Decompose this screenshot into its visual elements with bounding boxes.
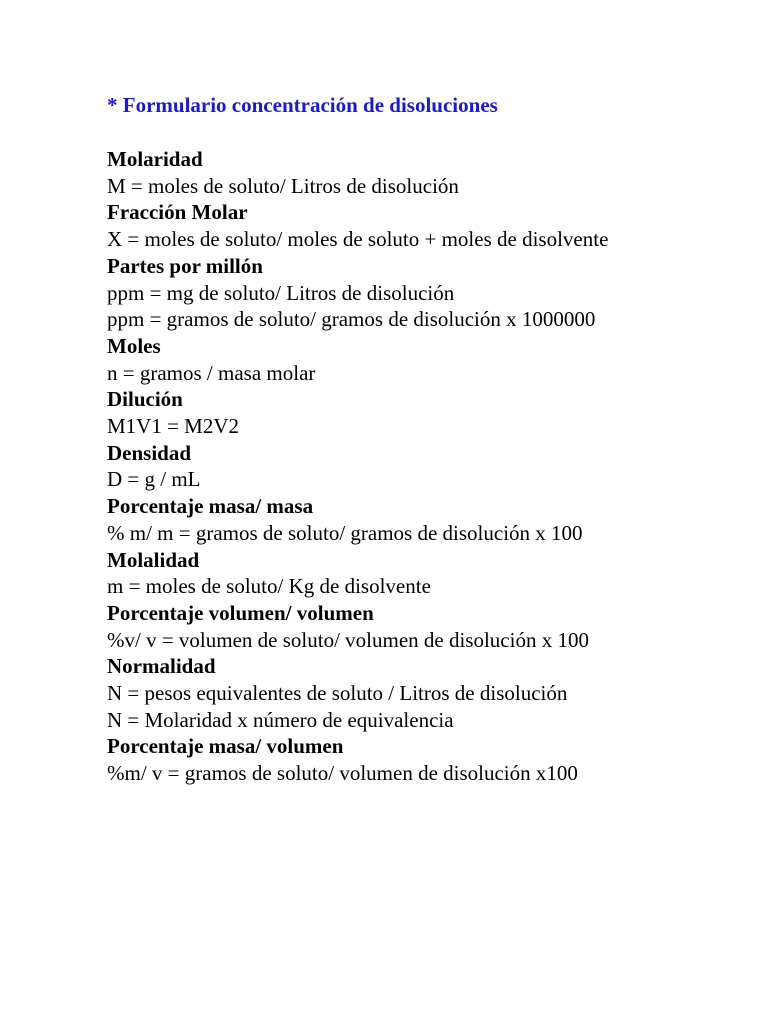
formula-line: M = moles de soluto/ Litros de disolución — [107, 173, 459, 198]
section-heading: Porcentaje volumen/ volumen — [107, 600, 374, 625]
formula-line: D = g / mL — [107, 467, 201, 492]
section-heading: Porcentaje masa/ volumen — [107, 734, 344, 759]
formula-line: m = moles de soluto/ Kg de disolvente — [107, 574, 431, 599]
formula-section — [107, 653, 768, 733]
formula-list — [107, 146, 768, 787]
formula-line: %v/ v = volumen de soluto/ volumen de disolución x 100 — [107, 627, 589, 652]
formula-section — [107, 600, 768, 653]
formula-section — [107, 440, 768, 493]
section-heading: Densidad — [107, 440, 192, 465]
section-heading: Fracción Molar — [107, 200, 248, 225]
section-heading: Partes por millón — [107, 253, 263, 278]
formula-line: n = gramos / masa molar — [107, 360, 316, 385]
section-heading: Normalidad — [107, 654, 216, 679]
formula-section — [107, 386, 768, 439]
section-heading: Porcentaje masa/ masa — [107, 494, 314, 519]
formula-line: X = moles de soluto/ moles de soluto + moles de disolvente — [107, 227, 609, 252]
formula-line: % m/ m = gramos de soluto/ gramos de disolución x 100 — [107, 520, 583, 545]
formula-line: M1V1 = M2V2 — [107, 414, 240, 439]
section-heading: Molalidad — [107, 547, 200, 572]
section-heading: Molaridad — [107, 147, 203, 171]
formula-section — [107, 733, 768, 786]
formula-line: %m/ v = gramos de soluto/ volumen de disolución x100 — [107, 761, 578, 786]
formula-section — [107, 333, 768, 386]
formula-section — [107, 493, 768, 546]
formula-section — [107, 199, 768, 252]
formula-line: N = pesos equivalentes de soluto / Litros de disolución — [107, 681, 568, 706]
formula-line: N = Molaridad x número de equivalencia — [107, 707, 454, 732]
formula-line: ppm = gramos de soluto/ gramos de disolución x 1000000 — [107, 307, 596, 332]
formula-section — [107, 146, 768, 199]
formula-section — [107, 253, 768, 333]
document-title: * Formulario concentración de disoluciones — [107, 93, 498, 117]
section-heading: Dilución — [107, 387, 183, 412]
section-heading: Moles — [107, 333, 161, 358]
formula-line: ppm = mg de soluto/ Litros de disolución — [107, 280, 455, 305]
formula-section — [107, 547, 768, 600]
